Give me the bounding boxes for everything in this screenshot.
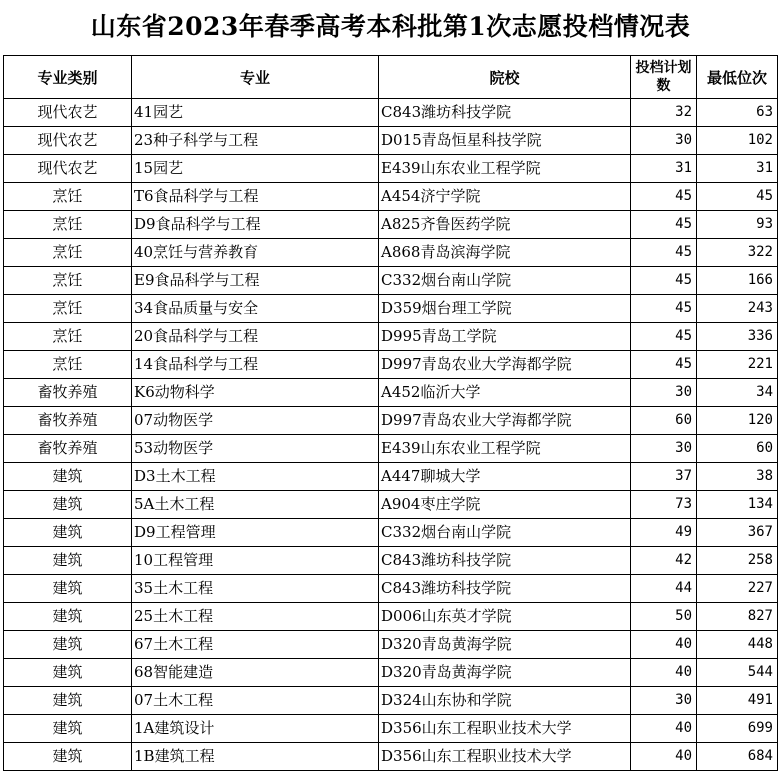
cell-school: A868青岛滨海学院 [379,239,631,267]
cell-school: C332烟台南山学院 [379,267,631,295]
cell-min-rank: 221 [697,351,778,379]
cell-major: 10工程管理 [132,547,379,575]
cell-plan: 73 [631,491,697,519]
cell-major: 1B建筑工程 [132,743,379,771]
cell-min-rank: 60 [697,435,778,463]
cell-plan: 30 [631,127,697,155]
cell-school: D324山东协和学院 [379,687,631,715]
table-row [4,351,778,379]
cell-school: A904枣庄学院 [379,491,631,519]
cell-min-rank: 336 [697,323,778,351]
cell-min-rank: 120 [697,407,778,435]
cell-school: A447聊城大学 [379,463,631,491]
cell-plan: 32 [631,99,697,127]
cell-major: 07动物医学 [132,407,379,435]
cell-plan: 40 [631,715,697,743]
cell-category: 烹饪 [4,239,132,267]
cell-school: C843潍坊科技学院 [379,547,631,575]
cell-category: 建筑 [4,547,132,575]
cell-category: 烹饪 [4,211,132,239]
table-row [4,267,778,295]
cell-plan: 31 [631,155,697,183]
cell-plan: 45 [631,351,697,379]
cell-school: C843潍坊科技学院 [379,99,631,127]
cell-category: 烹饪 [4,323,132,351]
cell-major: E9食品科学与工程 [132,267,379,295]
table-row [4,407,778,435]
cell-plan: 30 [631,435,697,463]
cell-major: 20食品科学与工程 [132,323,379,351]
header-category: 专业类别 [4,56,132,99]
cell-category: 建筑 [4,491,132,519]
cell-plan: 45 [631,323,697,351]
page-title: 山东省2023年春季高考本科批第1次志愿投档情况表 [90,12,691,41]
cell-category: 现代农艺 [4,99,132,127]
table-row [4,379,778,407]
table-row [4,519,778,547]
cell-category: 烹饪 [4,267,132,295]
cell-category: 建筑 [4,659,132,687]
cell-category: 现代农艺 [4,127,132,155]
cell-major: D3土木工程 [132,463,379,491]
table-row [4,127,778,155]
table-header-row [4,56,778,99]
table-row [4,743,778,771]
cell-major: 67土木工程 [132,631,379,659]
cell-category: 烹饪 [4,351,132,379]
cell-school: D359烟台理工学院 [379,295,631,323]
cell-school: E439山东农业工程学院 [379,435,631,463]
cell-category: 畜牧养殖 [4,379,132,407]
admission-table [3,55,778,771]
cell-category: 建筑 [4,715,132,743]
cell-min-rank: 134 [697,491,778,519]
cell-school: A454济宁学院 [379,183,631,211]
cell-school: D997青岛农业大学海都学院 [379,351,631,379]
cell-min-rank: 38 [697,463,778,491]
cell-school: D320青岛黄海学院 [379,631,631,659]
cell-plan: 45 [631,267,697,295]
table-row [4,687,778,715]
cell-plan: 45 [631,211,697,239]
cell-major: T6食品科学与工程 [132,183,379,211]
header-plan: 投档计划数 [631,56,697,99]
cell-min-rank: 827 [697,603,778,631]
cell-plan: 40 [631,631,697,659]
cell-category: 畜牧养殖 [4,435,132,463]
table-row [4,211,778,239]
cell-min-rank: 258 [697,547,778,575]
cell-major: 34食品质量与安全 [132,295,379,323]
cell-school: D356山东工程职业技术大学 [379,743,631,771]
cell-category: 建筑 [4,463,132,491]
cell-major: 23种子科学与工程 [132,127,379,155]
cell-plan: 44 [631,575,697,603]
table-row [4,463,778,491]
cell-min-rank: 34 [697,379,778,407]
cell-plan: 42 [631,547,697,575]
cell-school: D356山东工程职业技术大学 [379,715,631,743]
cell-major: 35土木工程 [132,575,379,603]
cell-plan: 50 [631,603,697,631]
cell-major: 53动物医学 [132,435,379,463]
cell-min-rank: 448 [697,631,778,659]
table-row [4,659,778,687]
cell-major: D9食品科学与工程 [132,211,379,239]
cell-min-rank: 102 [697,127,778,155]
table-row [4,547,778,575]
cell-min-rank: 63 [697,99,778,127]
cell-min-rank: 491 [697,687,778,715]
cell-category: 建筑 [4,575,132,603]
cell-min-rank: 544 [697,659,778,687]
cell-min-rank: 367 [697,519,778,547]
table-row [4,603,778,631]
cell-category: 建筑 [4,743,132,771]
header-school: 院校 [379,56,631,99]
cell-category: 畜牧养殖 [4,407,132,435]
table-row [4,715,778,743]
cell-school: D320青岛黄海学院 [379,659,631,687]
cell-school: A452临沂大学 [379,379,631,407]
cell-plan: 45 [631,295,697,323]
cell-min-rank: 322 [697,239,778,267]
cell-min-rank: 227 [697,575,778,603]
cell-plan: 40 [631,659,697,687]
cell-category: 烹饪 [4,295,132,323]
cell-category: 建筑 [4,687,132,715]
cell-plan: 45 [631,239,697,267]
cell-category: 现代农艺 [4,155,132,183]
cell-school: D997青岛农业大学海都学院 [379,407,631,435]
table-row [4,491,778,519]
cell-min-rank: 699 [697,715,778,743]
cell-min-rank: 243 [697,295,778,323]
cell-major: 5A土木工程 [132,491,379,519]
cell-plan: 30 [631,687,697,715]
table-row [4,435,778,463]
cell-plan: 30 [631,379,697,407]
table-row [4,183,778,211]
table-row [4,99,778,127]
cell-school: D006山东英才学院 [379,603,631,631]
cell-major: 14食品科学与工程 [132,351,379,379]
cell-min-rank: 31 [697,155,778,183]
cell-school: C843潍坊科技学院 [379,575,631,603]
cell-major: 68智能建造 [132,659,379,687]
cell-min-rank: 166 [697,267,778,295]
cell-min-rank: 45 [697,183,778,211]
table-body [4,99,778,771]
cell-major: 41园艺 [132,99,379,127]
table-row [4,239,778,267]
cell-school: C332烟台南山学院 [379,519,631,547]
cell-plan: 45 [631,183,697,211]
cell-school: D995青岛工学院 [379,323,631,351]
cell-plan: 60 [631,407,697,435]
table-row [4,323,778,351]
cell-school: E439山东农业工程学院 [379,155,631,183]
cell-school: A825齐鲁医药学院 [379,211,631,239]
cell-category: 建筑 [4,519,132,547]
cell-major: D9工程管理 [132,519,379,547]
cell-major: 07土木工程 [132,687,379,715]
cell-category: 建筑 [4,603,132,631]
table-row [4,631,778,659]
table-row [4,155,778,183]
cell-major: 1A建筑设计 [132,715,379,743]
cell-major: K6动物科学 [132,379,379,407]
table-row [4,295,778,323]
cell-min-rank: 93 [697,211,778,239]
cell-category: 建筑 [4,631,132,659]
cell-min-rank: 684 [697,743,778,771]
cell-major: 25土木工程 [132,603,379,631]
cell-major: 15园艺 [132,155,379,183]
cell-plan: 49 [631,519,697,547]
cell-category: 烹饪 [4,183,132,211]
table-row [4,575,778,603]
cell-major: 40烹饪与营养教育 [132,239,379,267]
header-min-rank: 最低位次 [697,56,778,99]
cell-plan: 37 [631,463,697,491]
header-major: 专业 [132,56,379,99]
cell-plan: 40 [631,743,697,771]
cell-school: D015青岛恒星科技学院 [379,127,631,155]
